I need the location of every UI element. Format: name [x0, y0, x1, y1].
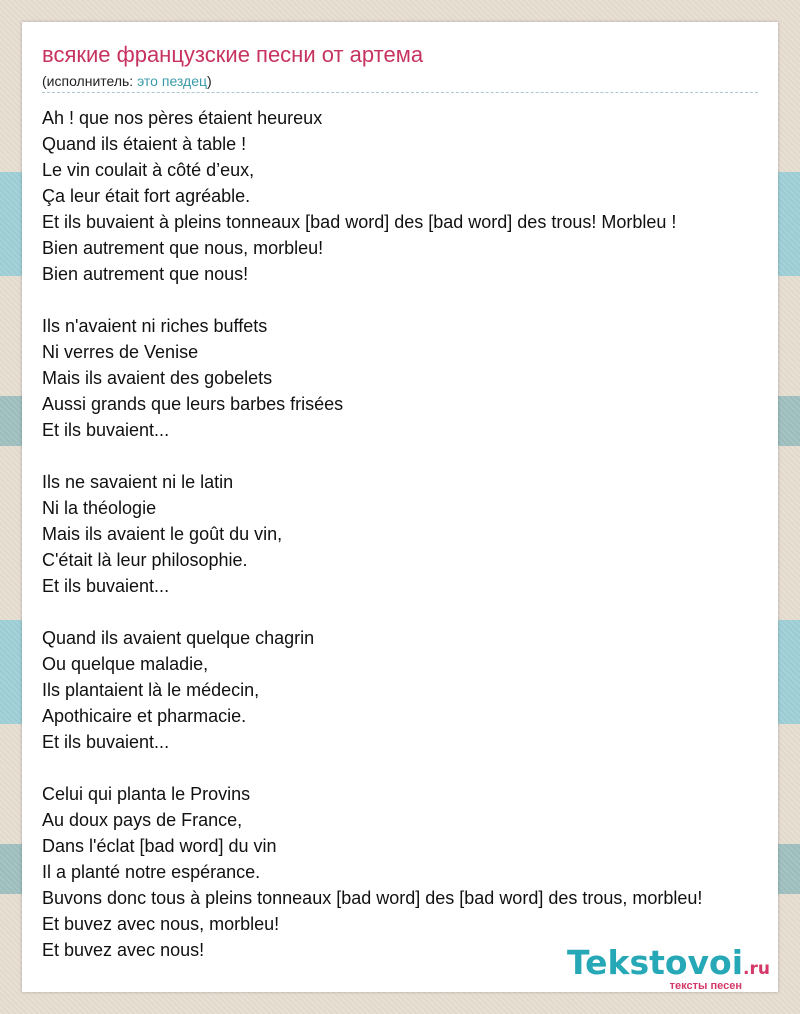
title-divider — [42, 92, 758, 93]
song-title: всякие французские песни от артема — [42, 42, 424, 67]
lyric-blank-line — [42, 755, 702, 781]
lyric-line: Et ils buvaient... — [42, 420, 170, 440]
lyric-line: Buvons donc tous à pleins tonneaux [bad word] des [bad word] des trous, morbleu! — [42, 888, 703, 908]
lyric-line: C'était là leur philosophie. — [42, 550, 248, 570]
lyrics-text — [42, 105, 702, 963]
site-logo[interactable] — [567, 943, 770, 992]
lyric-line: Ou quelque maladie, — [42, 654, 209, 674]
artist-prefix: (исполнитель: — [42, 73, 138, 89]
lyric-line: Ça leur était fort agréable. — [42, 186, 251, 206]
lyric-line: Et ils buvaient... — [42, 732, 170, 752]
lyric-line: Quand ils étaient à table ! — [42, 134, 247, 154]
lyric-line: Et buvez avec nous! — [42, 940, 205, 960]
logo-tagline: тексты песен — [669, 980, 742, 992]
lyric-line: Apothicaire et pharmacie. — [42, 706, 247, 726]
logo-tld: .ru — [743, 959, 770, 979]
artist-link[interactable]: это пездец — [137, 73, 208, 89]
lyric-line: Aussi grands que leurs barbes frisées — [42, 394, 344, 414]
lyric-line: Mais ils avaient des gobelets — [42, 368, 273, 388]
artist-line — [42, 73, 212, 89]
lyric-line: Bien autrement que nous, morbleu! — [42, 238, 324, 258]
lyric-line: Il a planté notre espérance. — [42, 862, 261, 882]
lyric-line: Ni verres de Venise — [42, 342, 199, 362]
lyric-blank-line — [42, 599, 702, 625]
lyric-line: Et buvez avec nous, morbleu! — [42, 914, 280, 934]
lyric-line: Ni la théologie — [42, 498, 157, 518]
lyric-line: Celui qui planta le Provins — [42, 784, 251, 804]
lyric-line: Ah ! que nos pères étaient heureux — [42, 108, 323, 128]
lyric-line: Ils plantaient là le médecin, — [42, 680, 260, 700]
lyrics-card — [22, 22, 778, 992]
lyric-line: Quand ils avaient quelque chagrin — [42, 628, 315, 648]
lyric-line: Dans l'éclat [bad word] du vin — [42, 836, 277, 856]
lyric-line: Et ils buvaient à pleins tonneaux [bad word] des [bad word] des trous! Morbleu ! — [42, 212, 677, 232]
lyric-line: Mais ils avaient le goût du vin, — [42, 524, 283, 544]
lyric-blank-line — [42, 287, 702, 313]
artist-suffix: ) — [207, 73, 212, 89]
lyric-line: Le vin coulait à côté d’eux, — [42, 160, 255, 180]
lyric-line: Et ils buvaient... — [42, 576, 170, 596]
lyric-line: Au doux pays de France, — [42, 810, 243, 830]
lyric-line: Ils n'avaient ni riches buffets — [42, 316, 268, 336]
lyric-blank-line — [42, 443, 702, 469]
lyric-line: Bien autrement que nous! — [42, 264, 249, 284]
logo-name: Tekstovoi — [567, 943, 744, 982]
lyric-line: Ils ne savaient ni le latin — [42, 472, 234, 492]
